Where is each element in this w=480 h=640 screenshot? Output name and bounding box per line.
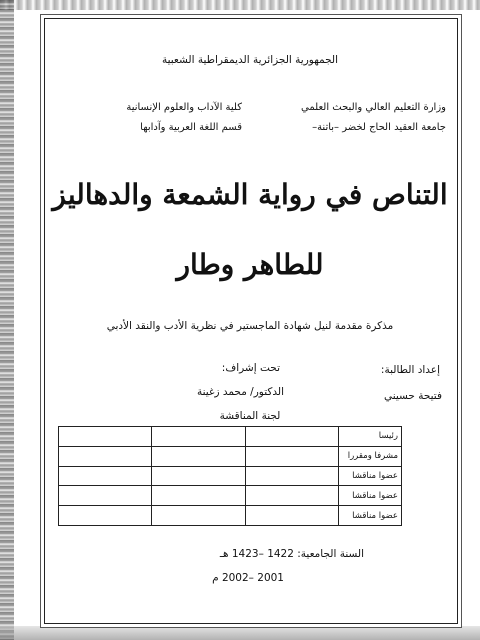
committee-role: مشرفا ومقررا <box>339 446 402 466</box>
table-row <box>59 427 402 447</box>
table-cell <box>152 446 245 466</box>
committee-role: عضوا مناقشا <box>339 466 402 486</box>
table-cell <box>245 506 338 526</box>
table-row <box>59 446 402 466</box>
scan-edge-top <box>0 0 480 10</box>
committee-table <box>58 426 402 526</box>
department-text: قسم اللغة العربية وآدابها <box>140 122 242 133</box>
committee-title: لجنة المناقشة <box>219 410 281 422</box>
thesis-title: التناص في رواية الشمعة والدهاليز <box>52 178 448 211</box>
table-cell <box>59 466 152 486</box>
table-row <box>59 506 402 526</box>
thesis-author-title: للطاهر وطار <box>176 248 324 281</box>
table-cell <box>245 466 338 486</box>
institution-block-right <box>246 98 446 138</box>
supervisor-name: الدكتور/ محمد زغينة <box>196 386 284 398</box>
committee-role: رئيسا <box>339 427 402 447</box>
student-name: فتيحة حسيني <box>383 390 442 402</box>
table-cell <box>59 427 152 447</box>
republic-heading: الجمهورية الجزائرية الديمقراطية الشعبية <box>161 54 339 66</box>
table-cell <box>245 446 338 466</box>
academic-year-hijri: السنة الجامعية: 1422 –1423 هـ <box>219 548 364 560</box>
table-cell <box>152 427 245 447</box>
table-cell <box>245 427 338 447</box>
table-cell <box>245 486 338 506</box>
scan-edge-bottom <box>0 626 480 640</box>
table-cell <box>152 506 245 526</box>
table-row <box>59 466 402 486</box>
supervisor-label: تحت إشراف: <box>221 362 280 374</box>
academic-year-gregorian: 2001 –2002 م <box>212 572 284 584</box>
table-cell <box>59 446 152 466</box>
university-text: جامعة العقيد الحاج لخضر –باتنة– <box>312 122 446 133</box>
committee-role: عضوا مناقشا <box>339 506 402 526</box>
table-row <box>59 486 402 506</box>
table-cell <box>152 486 245 506</box>
faculty-text: كلية الآداب والعلوم الإنسانية <box>126 102 242 113</box>
scan-edge-left <box>0 0 14 640</box>
committee-role: عضوا مناقشا <box>339 486 402 506</box>
table-cell <box>59 486 152 506</box>
student-label: إعداد الطالبة: <box>380 364 440 376</box>
table-cell <box>152 466 245 486</box>
memo-description: مذكرة مقدمة لنيل شهادة الماجستير في نظرية الأدب والنقد الأدبي <box>106 320 394 332</box>
institution-block-left <box>62 98 242 138</box>
ministry-text: وزارة التعليم العالي والبحث العلمي <box>301 102 446 113</box>
table-cell <box>59 506 152 526</box>
